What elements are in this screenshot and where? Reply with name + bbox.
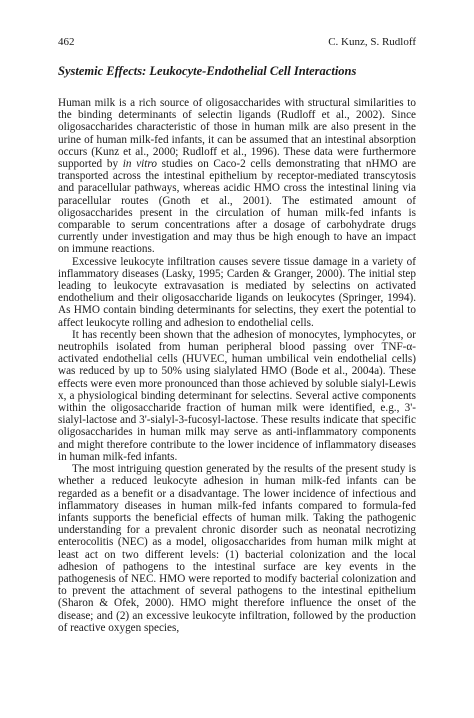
body-text [58,97,416,634]
body-paragraph [58,463,416,634]
section-title: Systemic Effects: Leukocyte-Endothelial Cell Interactions [58,64,357,78]
running-head-authors: C. Kunz, S. Rudloff [328,36,416,48]
text-run: Excessive leukocyte infiltration causes severe tissue damage in a variety of inflammatory diseases (Lasky, 1995; Carden & Granger, 2000). The initial step leading to leukocyte extravasation is mediated by selectins on activated endothelium and their oligosaccharide ligands on leukocytes (Springer, 1994). As HMO contain binding determinants for selectins, they exert the potential to affect leukocyte rolling and adhesion to endothelial cells. [58,255,416,329]
text-run: It has recently been shown that the adhesion of monocytes, lymphocytes, or neutrophils isolated from human peripheral blood passing over TNF-α-activated endothelial cells (HUVEC, human umbilical vein endothelial cells) was reduced by up to 50% using sialylated HMO (Bode et al., 2004a). These effects were even more pronounced than those achieved by soluble sialyl-Lewis x, a physiological binding determinant for selectins. Several active components within the oligosaccharide fraction of human milk were identified, e.g., 3'-sialyl-lactose and 3'-sialyl-3-fucosyl-lactose. These results indicate that specific oligosaccharides in human milk may serve as anti-inflammatory components and might therefore contribute to the lower incidence of inflammatory diseases in human milk-fed infants. [58,328,416,463]
page-number: 462 [58,36,75,48]
body-paragraph [58,329,416,463]
italic-run: in vitro [122,158,157,171]
text-run: Human milk is a rich source of oligosaccharides with structural similarities to the binding determinants of selectin ligands (Rudloff et al., 2002). Since oligosaccharides characteristic of those in human milk are also present in the urine of human milk-fed infants, it can be assumed that an intestinal absorption occurs (Kunz et al., 2000; Rudloff et al., 1996). These data were furthermore supported by [58,97,416,171]
body-paragraph [58,256,416,329]
text-run: The most intriguing question generated by the results of the present study is whether a reduced leukocyte adhesion in human milk-fed infants can be regarded as a benefit or a disadvantage. The lower incidence of infectious and inflammatory diseases in human milk-fed infants compared to formula-fed infants supports the beneficial effects of human milk. Taking the pathogenic understanding for a prevalent chronic disorder such as neonatal necrotizing enterocolitis (NEC) as a model, oligosaccharides from human milk might at least act on two different levels: (1) bacterial colonization and the local adhesion of pathogens to the intestinal surface are key events in the pathogenesis of NEC. HMO were reported to modify bacterial colonization and to prevent the attachment of several pathogens to the intestinal epithelium (Sharon & Ofek, 2000). HMO might therefore influence the onset of the disease; and (2) an excessive leukocyte infiltration, followed by the production of reactive oxygen species, [58,463,416,634]
body-paragraph [58,97,416,256]
text-run: studies on Caco-2 cells demonstrating that nHMO are transported across the intestinal epithelium by receptor-mediated transcytosis and paracellular pathways, whereas acidic HMO cross the intestinal lining via paracellular routes (Gnoth et al., 2001). The estimated amount of oligosaccharides present in the circulation of human milk-fed infants is comparable to serum concentrations after a dosage of carbohydrate drugs currently under investigation and may thus be high enough to have an impact on immune reactions. [58,158,416,256]
